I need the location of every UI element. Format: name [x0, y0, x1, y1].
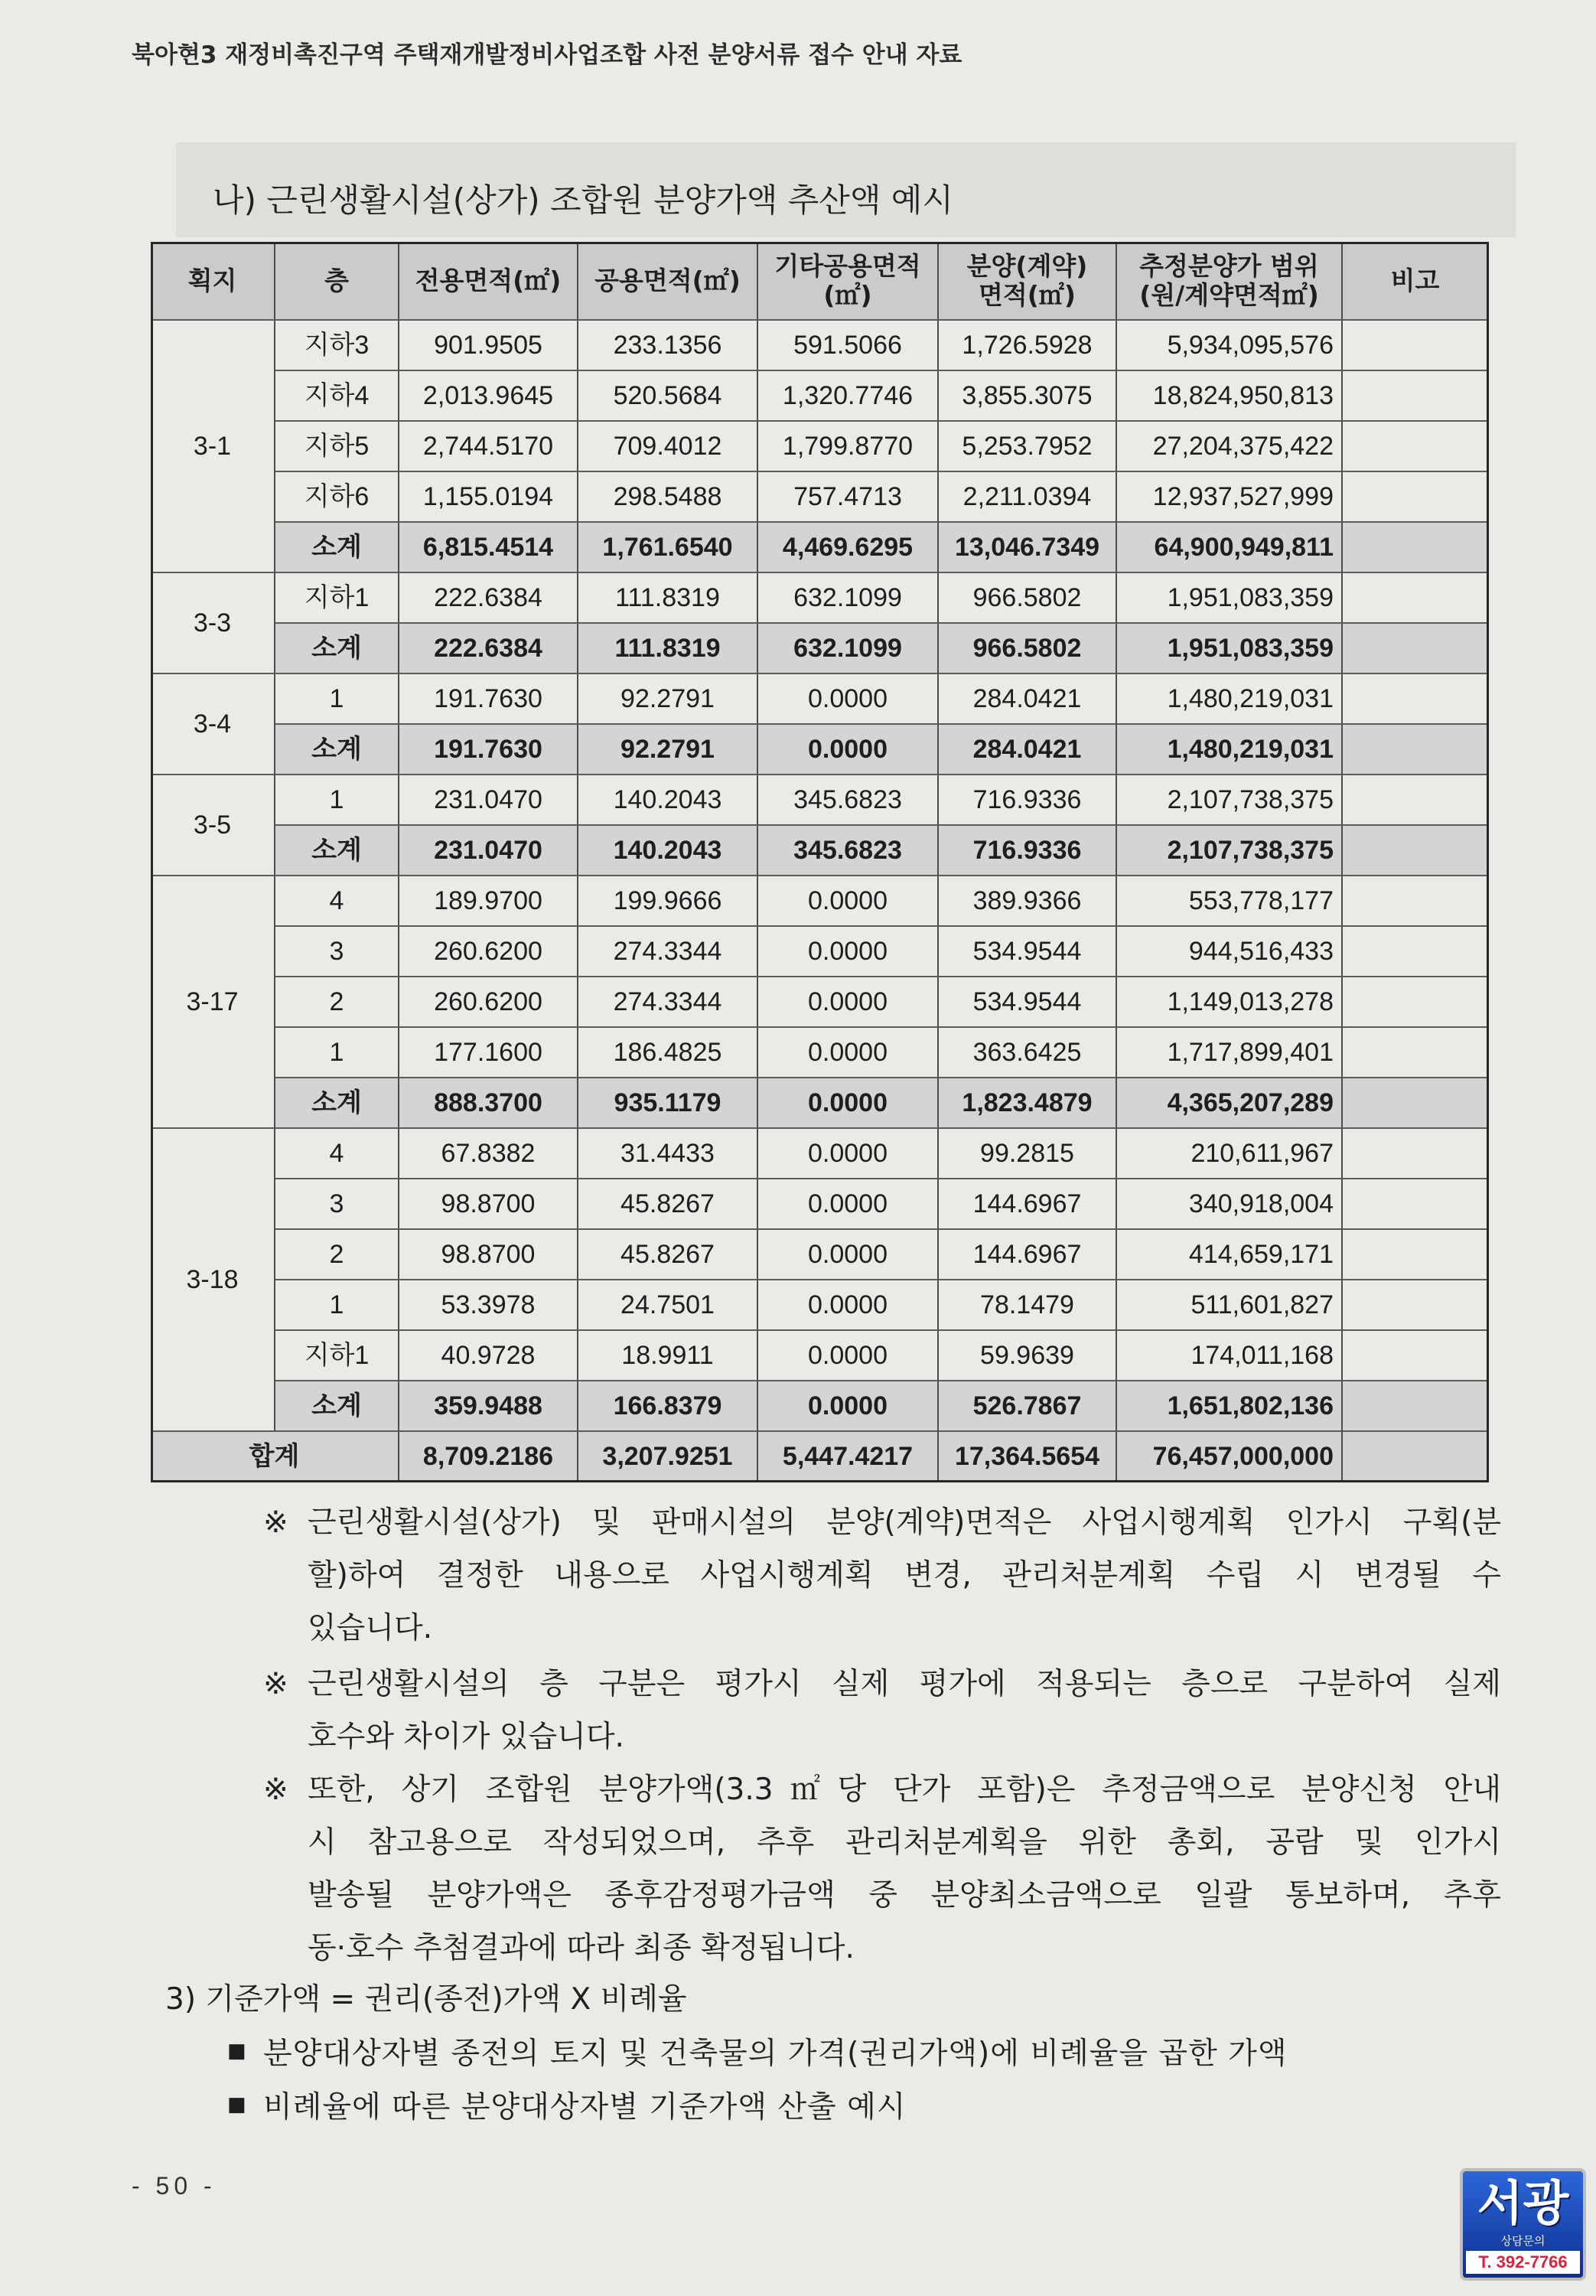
header-label: 분양(계약) — [966, 250, 1088, 281]
header-label: 공용면적(㎡) — [594, 265, 741, 295]
cell-remarks — [1343, 1381, 1489, 1432]
reference-mark-icon: ※ — [263, 1505, 288, 1540]
cell-contract-area: 363.6425 — [939, 1028, 1117, 1078]
cell-other-common-area: 0.0000 — [758, 1331, 939, 1381]
cell-remarks — [1343, 1028, 1489, 1078]
cell-floor: 1 — [275, 775, 399, 826]
cell-other-common-area: 345.6823 — [758, 826, 939, 876]
cell-other-common-area: 0.0000 — [758, 927, 939, 977]
cell-total-other-common-area: 5,447.4217 — [758, 1432, 939, 1482]
cell-estimated-price: 414,659,171 — [1117, 1230, 1343, 1280]
running-header-title: 북아현3 재정비촉진구역 주택재개발정비사업조합 사전 분양서류 접수 안내 자료 — [132, 41, 962, 69]
cell-exclusive-area: 40.9728 — [399, 1331, 578, 1381]
header-label: 획지 — [187, 265, 237, 295]
cell-remarks — [1343, 371, 1489, 422]
cell-estimated-price: 12,937,527,999 — [1117, 472, 1343, 523]
cell-estimated-price: 18,824,950,813 — [1117, 371, 1343, 422]
cell-exclusive-area: 901.9505 — [399, 321, 578, 371]
cell-exclusive-area: 2,744.5170 — [399, 422, 578, 472]
square-bullet-icon: ■ — [227, 2093, 247, 2116]
cell-common-area: 18.9911 — [578, 1331, 758, 1381]
cell-other-common-area: 0.0000 — [758, 725, 939, 775]
cell-estimated-price: 64,900,949,811 — [1117, 523, 1343, 573]
header-label: 비고 — [1390, 265, 1440, 295]
bullet-item — [227, 2082, 906, 2128]
reference-mark-icon: ※ — [263, 1667, 288, 1701]
cell-contract-area: 716.9336 — [939, 826, 1117, 876]
cell-estimated-price: 553,778,177 — [1117, 876, 1343, 927]
cell-common-area: 31.4433 — [578, 1129, 758, 1179]
header-remarks — [1343, 242, 1489, 321]
cell-contract-area: 966.5802 — [939, 624, 1117, 674]
note-line: 근린생활시설의 층 구분은 평가시 실제 평가에 적용되는 층으로 구분하여 실제 — [308, 1667, 1501, 1701]
cell-exclusive-area: 260.6200 — [399, 977, 578, 1028]
cell-floor: 소계 — [275, 1078, 399, 1129]
cell-estimated-price: 1,480,219,031 — [1117, 674, 1343, 725]
cell-estimated-price: 27,204,375,422 — [1117, 422, 1343, 472]
note-line: 할)하여 결정한 내용으로 사업시행계획 변경, 관리처분계획 수립 시 변경될 수 — [308, 1558, 1501, 1593]
cell-floor: 소계 — [275, 826, 399, 876]
cell-other-common-area: 0.0000 — [758, 977, 939, 1028]
cell-estimated-price: 511,601,827 — [1117, 1280, 1343, 1331]
cell-floor: 4 — [275, 1129, 399, 1179]
stamp-name: 서광 — [1477, 2175, 1569, 2231]
stamp-label: 상담문의 — [1500, 2234, 1546, 2248]
cell-exclusive-area: 98.8700 — [399, 1230, 578, 1280]
cell-common-area: 233.1356 — [578, 321, 758, 371]
header-other-common-area — [758, 242, 939, 321]
cell-exclusive-area: 191.7630 — [399, 674, 578, 725]
cell-remarks — [1343, 1432, 1489, 1482]
cell-remarks — [1343, 674, 1489, 725]
cell-remarks — [1343, 1078, 1489, 1129]
cell-remarks — [1343, 725, 1489, 775]
cell-parcel: 3-3 — [151, 573, 275, 674]
cell-contract-area: 59.9639 — [939, 1331, 1117, 1381]
cell-other-common-area: 0.0000 — [758, 1230, 939, 1280]
cell-remarks — [1343, 775, 1489, 826]
cell-common-area: 935.1179 — [578, 1078, 758, 1129]
cell-common-area: 24.7501 — [578, 1280, 758, 1331]
subsection-title: 3) 기준가액 = 권리(종전)가액 X 비례율 — [165, 1982, 687, 2017]
header-floor — [275, 242, 399, 321]
cell-other-common-area: 0.0000 — [758, 876, 939, 927]
cell-exclusive-area: 6,815.4514 — [399, 523, 578, 573]
bullet-text: 비례율에 따른 분양대상자별 기준가액 산출 예시 — [263, 2090, 907, 2125]
cell-floor: 소계 — [275, 725, 399, 775]
note-line: 동·호수 추첨결과에 따라 최종 확정됩니다. — [308, 1931, 855, 1965]
cell-contract-area: 3,855.3075 — [939, 371, 1117, 422]
cell-other-common-area: 632.1099 — [758, 624, 939, 674]
cell-parcel: 3-5 — [151, 775, 275, 876]
cell-contract-area: 284.0421 — [939, 674, 1117, 725]
header-exclusive-area — [399, 242, 578, 321]
cell-remarks — [1343, 1331, 1489, 1381]
cell-exclusive-area: 67.8382 — [399, 1129, 578, 1179]
cell-exclusive-area: 1,155.0194 — [399, 472, 578, 523]
note-line: 호수와 차이가 있습니다. — [308, 1720, 624, 1754]
cell-exclusive-area: 98.8700 — [399, 1179, 578, 1230]
square-bullet-icon: ■ — [227, 2040, 247, 2063]
cell-common-area: 186.4825 — [578, 1028, 758, 1078]
header-estimated-price — [1117, 242, 1343, 321]
section-title: 나) 근린생활시설(상가) 조합원 분양가액 추산액 예시 — [213, 181, 953, 219]
cell-floor: 지하1 — [275, 1331, 399, 1381]
header-label: 층 — [324, 265, 349, 295]
cell-total-exclusive-area: 8,709.2186 — [399, 1432, 578, 1482]
allocation-price-table — [151, 242, 1489, 1482]
cell-other-common-area: 345.6823 — [758, 775, 939, 826]
header-label: 추정분양가 범위 — [1139, 250, 1319, 281]
cell-other-common-area: 757.4713 — [758, 472, 939, 523]
cell-estimated-price: 944,516,433 — [1117, 927, 1343, 977]
cell-estimated-price: 1,717,899,401 — [1117, 1028, 1343, 1078]
cell-exclusive-area: 231.0470 — [399, 826, 578, 876]
cell-contract-area: 534.9544 — [939, 977, 1117, 1028]
cell-other-common-area: 0.0000 — [758, 1028, 939, 1078]
cell-total-label: 합계 — [151, 1432, 399, 1482]
cell-other-common-area: 4,469.6295 — [758, 523, 939, 573]
cell-floor: 4 — [275, 876, 399, 927]
cell-common-area: 274.3344 — [578, 927, 758, 977]
cell-floor: 소계 — [275, 1381, 399, 1432]
header-label: (㎡) — [823, 279, 872, 310]
header-parcel — [151, 242, 275, 321]
cell-estimated-price: 4,365,207,289 — [1117, 1078, 1343, 1129]
cell-estimated-price: 1,951,083,359 — [1117, 573, 1343, 624]
header-label: 기타공용면적 — [774, 250, 921, 281]
note-line: 또한, 상기 조합원 분양가액(3.3㎡당 단가 포함)은 추정금액으로 분양신청 안내 — [308, 1773, 1501, 1807]
cell-common-area: 45.8267 — [578, 1230, 758, 1280]
cell-parcel: 3-4 — [151, 674, 275, 775]
cell-exclusive-area: 222.6384 — [399, 624, 578, 674]
cell-total-common-area: 3,207.9251 — [578, 1432, 758, 1482]
cell-parcel: 3-18 — [151, 1129, 275, 1432]
cell-estimated-price: 2,107,738,375 — [1117, 775, 1343, 826]
cell-other-common-area: 0.0000 — [758, 1179, 939, 1230]
cell-common-area: 199.9666 — [578, 876, 758, 927]
cell-remarks — [1343, 927, 1489, 977]
cell-estimated-price: 1,951,083,359 — [1117, 624, 1343, 674]
cell-contract-area: 99.2815 — [939, 1129, 1117, 1179]
cell-remarks — [1343, 1280, 1489, 1331]
cell-floor: 지하1 — [275, 573, 399, 624]
cell-estimated-price: 1,149,013,278 — [1117, 977, 1343, 1028]
cell-exclusive-area: 189.9700 — [399, 876, 578, 927]
cell-remarks — [1343, 876, 1489, 927]
cell-contract-area: 966.5802 — [939, 573, 1117, 624]
cell-floor: 지하4 — [275, 371, 399, 422]
cell-exclusive-area: 2,013.9645 — [399, 371, 578, 422]
cell-parcel: 3-1 — [151, 321, 275, 573]
bullet-text: 분양대상자별 종전의 토지 및 건축물의 가격(권리가액)에 비례율을 곱한 가액 — [263, 2037, 1288, 2071]
cell-contract-area: 716.9336 — [939, 775, 1117, 826]
note-line: 있습니다. — [308, 1611, 433, 1645]
cell-exclusive-area: 177.1600 — [399, 1028, 578, 1078]
cell-contract-area: 2,211.0394 — [939, 472, 1117, 523]
cell-other-common-area: 0.0000 — [758, 1129, 939, 1179]
cell-other-common-area: 632.1099 — [758, 573, 939, 624]
cell-contract-area: 13,046.7349 — [939, 523, 1117, 573]
cell-remarks — [1343, 321, 1489, 371]
cell-contract-area: 284.0421 — [939, 725, 1117, 775]
cell-floor: 1 — [275, 674, 399, 725]
cell-contract-area: 1,726.5928 — [939, 321, 1117, 371]
note-line: 시 참고용으로 작성되었으며, 추후 관리처분계획을 위한 총회, 공람 및 인가시 — [308, 1825, 1501, 1860]
cell-common-area: 140.2043 — [578, 826, 758, 876]
cell-remarks — [1343, 1230, 1489, 1280]
cell-exclusive-area: 260.6200 — [399, 927, 578, 977]
cell-other-common-area: 591.5066 — [758, 321, 939, 371]
cell-remarks — [1343, 1179, 1489, 1230]
cell-common-area: 274.3344 — [578, 977, 758, 1028]
stamp-phone: T. 392-7766 — [1466, 2251, 1580, 2274]
cell-exclusive-area: 191.7630 — [399, 725, 578, 775]
cell-other-common-area: 0.0000 — [758, 674, 939, 725]
cell-floor: 지하6 — [275, 472, 399, 523]
cell-common-area: 140.2043 — [578, 775, 758, 826]
cell-common-area: 92.2791 — [578, 674, 758, 725]
cell-common-area: 111.8319 — [578, 624, 758, 674]
cell-floor: 3 — [275, 1179, 399, 1230]
cell-floor: 소계 — [275, 624, 399, 674]
cell-estimated-price: 340,918,004 — [1117, 1179, 1343, 1230]
cell-floor: 지하5 — [275, 422, 399, 472]
note-2 — [263, 1658, 1501, 1763]
cell-contract-area: 534.9544 — [939, 927, 1117, 977]
cell-exclusive-area: 222.6384 — [399, 573, 578, 624]
cell-contract-area: 5,253.7952 — [939, 422, 1117, 472]
header-common-area — [578, 242, 758, 321]
cell-floor: 1 — [275, 1280, 399, 1331]
cell-other-common-area: 0.0000 — [758, 1078, 939, 1129]
cell-total-estimated-price: 76,457,000,000 — [1117, 1432, 1343, 1482]
note-line: 발송될 분양가액은 종후감정평가금액 중 분양최소금액으로 일괄 통보하며, 추후 — [308, 1878, 1501, 1913]
cell-remarks — [1343, 1129, 1489, 1179]
cell-remarks — [1343, 977, 1489, 1028]
cell-common-area: 709.4012 — [578, 422, 758, 472]
cell-remarks — [1343, 826, 1489, 876]
header-label: (원/계약면적㎡) — [1139, 279, 1319, 310]
cell-exclusive-area: 53.3978 — [399, 1280, 578, 1331]
cell-common-area: 45.8267 — [578, 1179, 758, 1230]
cell-other-common-area: 1,799.8770 — [758, 422, 939, 472]
reference-mark-icon: ※ — [263, 1773, 288, 1807]
cell-exclusive-area: 888.3700 — [399, 1078, 578, 1129]
cell-exclusive-area: 231.0470 — [399, 775, 578, 826]
header-contract-area — [939, 242, 1117, 321]
cell-remarks — [1343, 422, 1489, 472]
cell-floor: 1 — [275, 1028, 399, 1078]
cell-floor: 소계 — [275, 523, 399, 573]
cell-estimated-price: 2,107,738,375 — [1117, 826, 1343, 876]
cell-other-common-area: 0.0000 — [758, 1280, 939, 1331]
cell-exclusive-area: 359.9488 — [399, 1381, 578, 1432]
cell-remarks — [1343, 472, 1489, 523]
cell-common-area: 166.8379 — [578, 1381, 758, 1432]
cell-common-area: 111.8319 — [578, 573, 758, 624]
cell-common-area: 92.2791 — [578, 725, 758, 775]
cell-remarks — [1343, 523, 1489, 573]
header-label: 전용면적(㎡) — [415, 265, 562, 295]
cell-common-area: 1,761.6540 — [578, 523, 758, 573]
consultation-stamp — [1460, 2168, 1586, 2281]
cell-parcel: 3-17 — [151, 876, 275, 1129]
cell-floor: 2 — [275, 1230, 399, 1280]
cell-contract-area: 1,823.4879 — [939, 1078, 1117, 1129]
header-label: 면적(㎡) — [979, 279, 1076, 310]
cell-other-common-area: 0.0000 — [758, 1381, 939, 1432]
cell-estimated-price: 5,934,095,576 — [1117, 321, 1343, 371]
cell-common-area: 298.5488 — [578, 472, 758, 523]
note-3 — [263, 1763, 1501, 1975]
cell-estimated-price: 1,480,219,031 — [1117, 725, 1343, 775]
cell-floor: 2 — [275, 977, 399, 1028]
bullet-item — [227, 2028, 1288, 2074]
cell-contract-area: 78.1479 — [939, 1280, 1117, 1331]
cell-total-contract-area: 17,364.5654 — [939, 1432, 1117, 1482]
cell-other-common-area: 1,320.7746 — [758, 371, 939, 422]
cell-contract-area: 389.9366 — [939, 876, 1117, 927]
cell-estimated-price: 174,011,168 — [1117, 1331, 1343, 1381]
cell-contract-area: 144.6967 — [939, 1230, 1117, 1280]
cell-estimated-price: 1,651,802,136 — [1117, 1381, 1343, 1432]
note-line: 근린생활시설(상가) 및 판매시설의 분양(계약)면적은 사업시행계획 인가시 구획(분 — [308, 1505, 1501, 1540]
cell-remarks — [1343, 573, 1489, 624]
cell-contract-area: 144.6967 — [939, 1179, 1117, 1230]
page-number: - 50 - — [132, 2172, 217, 2200]
cell-estimated-price: 210,611,967 — [1117, 1129, 1343, 1179]
cell-remarks — [1343, 624, 1489, 674]
note-1 — [263, 1496, 1501, 1655]
cell-contract-area: 526.7867 — [939, 1381, 1117, 1432]
cell-floor: 지하3 — [275, 321, 399, 371]
cell-floor: 3 — [275, 927, 399, 977]
cell-common-area: 520.5684 — [578, 371, 758, 422]
